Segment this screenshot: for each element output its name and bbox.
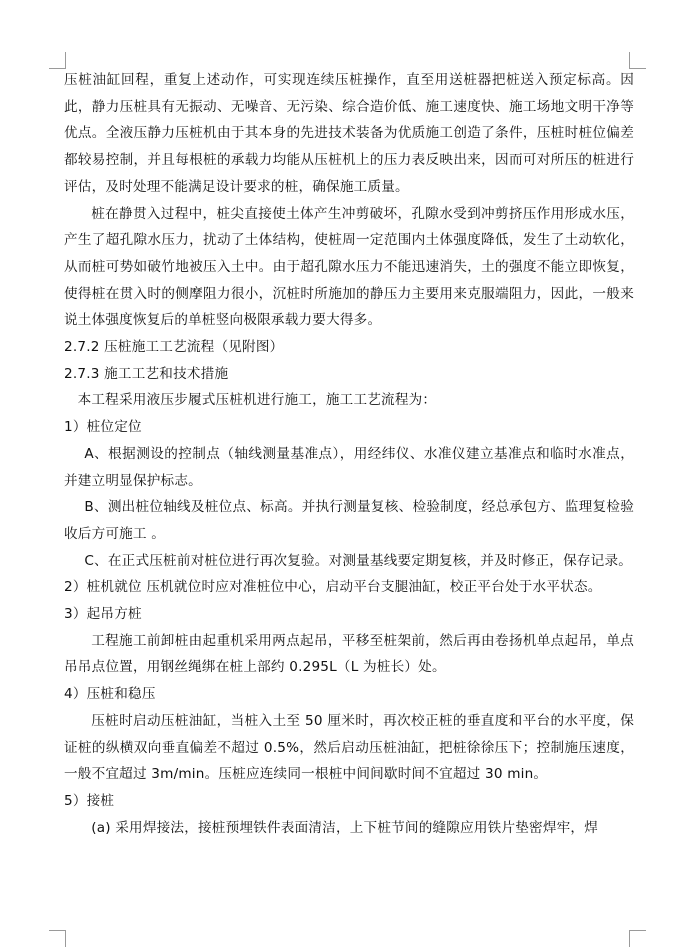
paragraph-lifting: 工程施工前卸桩由起重机采用两点起吊，平移至桩架前，然后再由卷扬机单点起吊，单点吊吊点位置，用钢丝绳绑在桩上部约 0.295L（L 为桩长）处。 xyxy=(64,632,634,676)
step-heading-1: 1）桩位定位 xyxy=(64,419,142,436)
paragraph-pore-water-pressure: 桩在静贯入过程中，桩尖直接使土体产生冲剪破坏，孔隙水受到冲剪挤压作用形成水压，产生了超孔隙水压力，扰动了土体结构，使桩周一定范围内土体强度降低，发生了土动软化，从而桩可势如破竹地被压入土中。由于超孔隙水压力不能迅速消失，土的强度不能立即恢复，使得桩在贯入时的侧摩阻力很小，沉桩时所施加的静压力主要用来克服端阻力，因此，一般来说土体强度恢复后的单桩竖向极限承载力要大得多。 xyxy=(64,205,634,329)
document-body xyxy=(64,67,634,841)
step-heading-3: 3）起吊方桩 xyxy=(64,606,142,623)
section-heading-2-7-3: 2.7.3 施工工艺和技术措施 xyxy=(64,365,229,382)
section-heading-2-7-2: 2.7.2 压桩施工工艺流程（见附图） xyxy=(64,339,284,356)
item-b: B、测出桩位轴线及桩位点、标高。并执行测量复核、检验制度，经总承包方、监理复检验收后方可施工 。 xyxy=(64,499,634,542)
crop-mark-bottom-right xyxy=(629,930,646,947)
paragraph-process-intro: 本工程采用液压步履式压桩机进行施工，施工工艺流程为： xyxy=(77,392,437,409)
paragraph-pressing: 压桩时启动压桩油缸，当桩入土至 50 厘米时，再次校正桩的垂直度和平台的水平度，保证桩的纵横双向垂直偏差不超过 0.5%，然后启动压桩油缸，把桩徐徐压下；控制施压速度，一般不宜超过 3m/min。压桩应连续同一根桩中间间歇时间不宜超过 30 min。 xyxy=(64,712,634,783)
paragraph-welding: (a) 采用焊接法，接桩预埋铁件表面清洁，上下桩节间的缝隙应用铁片垫密焊牢，焊 xyxy=(91,819,599,836)
step-heading-2: 2）桩机就位 压机就位时应对准桩位中心，启动平台支腿油缸，校正平台处于水平状态。 xyxy=(64,579,602,596)
item-c: C、在正式压桩前对桩位进行再次复验。对测量基线要定期复核，并及时修正，保存记录。 xyxy=(84,552,633,569)
step-heading-4: 4）压桩和稳压 xyxy=(64,686,156,703)
step-heading-5: 5）接桩 xyxy=(64,792,115,809)
paragraph-static-pile-advantages: 压桩油缸回程，重复上述动作，可实现连续压桩操作，直至用送桩器把桩送入预定标高。因此，静力压桩具有无振动、无噪音、无污染、综合造价低、施工速度快、施工场地文明干净等优点。全液压静力压桩机由于其本身的先进技术装备为优质施工创造了条件，压桩时桩位偏差都较易控制，并且每根桩的承载力均能从压桩机上的压力表反映出来，因而可对所压的桩进行评估，及时处理不能满足设计要求的桩，确保施工质量。 xyxy=(64,72,634,195)
item-a: A、根据测设的控制点（轴线测量基准点），用经纬仪、水准仪建立基准点和临时水准点，并建立明显保护标志。 xyxy=(64,445,634,489)
crop-mark-bottom-left xyxy=(49,930,66,947)
